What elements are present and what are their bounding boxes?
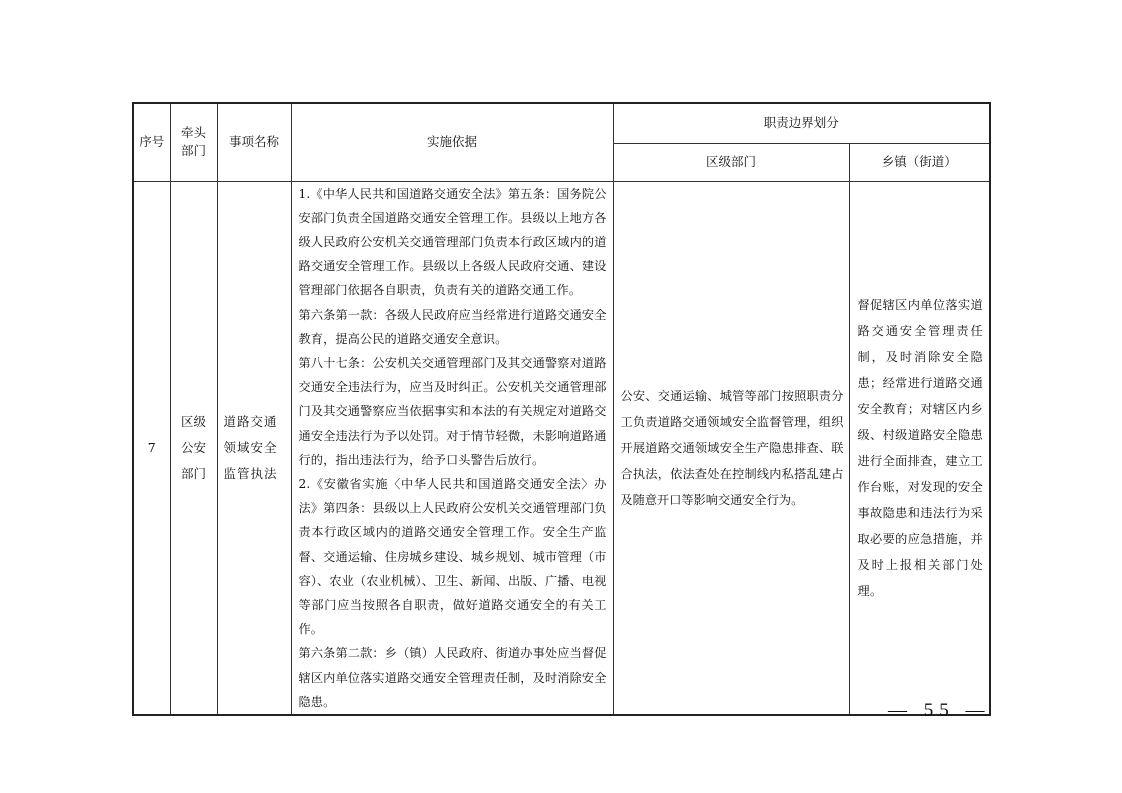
cell-lead-dept: 区级公安部门: [170, 181, 217, 715]
cell-town: 督促辖区内单位落实道路交通安全管理责任制，及时消除安全隐患；经常进行道路交通安全教育；对辖区内乡级、村级道路安全隐患进行全面排查，建立工作台账，对发现的安全事故隐患和违法行为采取必要的应急措施，并及时上报相关部门处理。: [849, 181, 990, 715]
basis-paragraph: 2.《安徽省实施〈中华人民共和国道路交通安全法〉办法》第四条：县级以上人民政府公安机关交通管理部门负责本行政区域内的道路交通安全管理工作。安全生产监督、交通运输、住房城乡建设、城乡规划、城市管理（市容）、农业（农业机械）、卫生、新闻、出版、广播、电视等部门应当按照各自职责，做好道路交通安全的有关工作。: [298, 476, 607, 637]
header-district: 区级部门: [613, 143, 849, 181]
header-item-name: 事项名称: [217, 103, 291, 181]
header-basis: 实施依据: [291, 103, 613, 181]
cell-seq: 7: [133, 181, 170, 715]
basis-paragraph: 1.《中华人民共和国道路交通安全法》第五条：国务院公安部门负责全国道路交通安全管理工作。县级以上地方各级人民政府公安机关交通管理部门负责本行政区域内的道路交通安全管理工作。县级以上各级人民政府交通、建设管理部门依据各自职责，负责有关的道路交通工作。: [298, 186, 607, 298]
header-lead-dept: 牵头部门: [170, 103, 217, 181]
cell-basis: [291, 181, 613, 715]
header-row-top: [133, 103, 990, 143]
page-number: — 55 —: [888, 700, 991, 721]
header-town: 乡镇（街道）: [849, 143, 990, 181]
cell-item-name: 道路交通领域安全监管执法: [217, 181, 291, 715]
responsibility-table: [132, 102, 991, 716]
basis-paragraph: 第八十七条：公安机关交通管理部门及其交通警察对道路交通安全违法行为，应当及时纠正。公安机关交通管理部门及其交通警察应当依据事实和本法的有关规定对道路交通安全违法行为予以处罚。对于情节轻微，未影响道路通行的，指出违法行为，给予口头警告后放行。: [298, 355, 607, 467]
header-responsibility: 职责边界划分: [613, 103, 990, 143]
cell-district: 公安、交通运输、城管等部门按照职责分工负责道路交通领域安全监督管理，组织开展道路交通领域安全生产隐患排查、联合执法，依法查处在控制线内私搭乱建占及随意开口等影响交通安全行为。: [613, 181, 849, 715]
basis-paragraph: 第六条第一款：各级人民政府应当经常进行道路交通安全教育，提高公民的道路交通安全意识。: [298, 307, 607, 346]
table-row: [133, 181, 990, 715]
header-seq: 序号: [133, 103, 170, 181]
basis-paragraph: 第六条第二款：乡（镇）人民政府、街道办事处应当督促辖区内单位落实道路交通安全管理责任制，及时消除安全隐患。: [298, 646, 607, 709]
